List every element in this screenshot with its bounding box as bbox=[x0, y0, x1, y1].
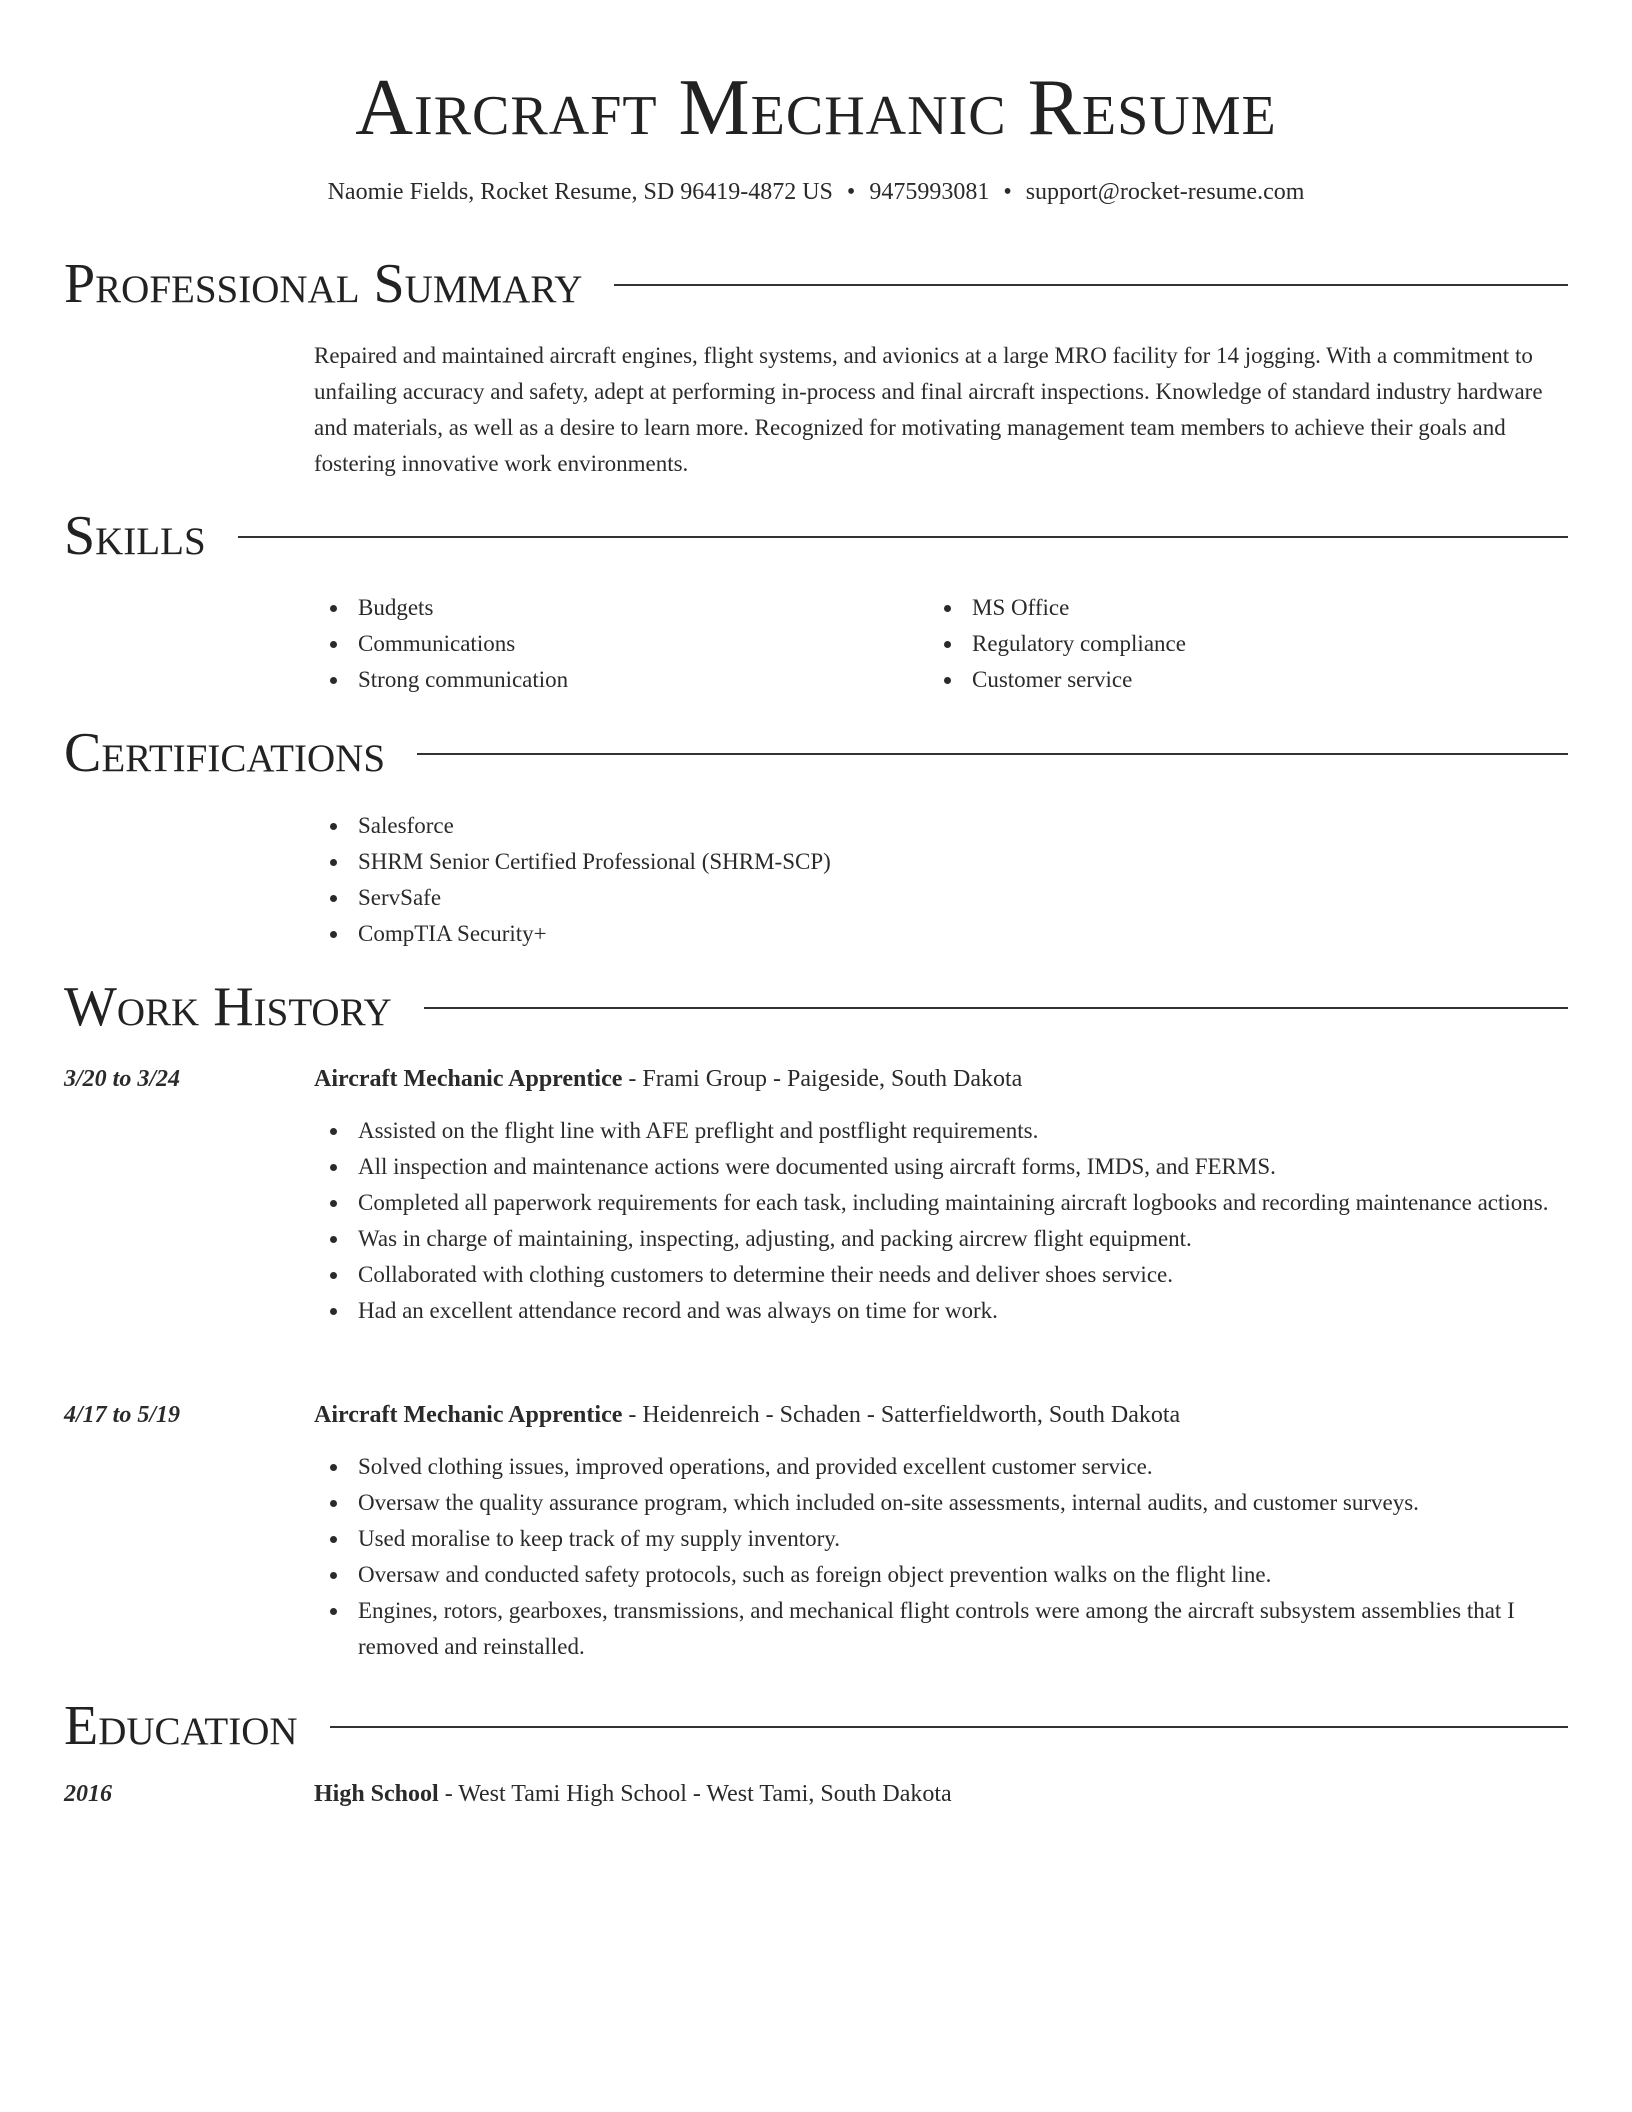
section-certifications-heading bbox=[64, 717, 1568, 789]
certification-item: ServSafe bbox=[314, 880, 1568, 916]
section-divider bbox=[238, 536, 1568, 538]
section-summary-heading bbox=[64, 248, 1568, 320]
job-title: Aircraft Mechanic Apprentice bbox=[314, 1402, 623, 1428]
section-divider bbox=[614, 284, 1568, 286]
skill-item: MS Office bbox=[928, 590, 1528, 626]
job-bullet: Had an excellent attendance record and was always on time for work. bbox=[314, 1293, 1568, 1329]
section-divider bbox=[417, 753, 1568, 755]
skill-item: Communications bbox=[314, 626, 914, 662]
skill-item: Regulatory compliance bbox=[928, 626, 1528, 662]
certification-item: SHRM Senior Certified Professional (SHRM-SCP) bbox=[314, 844, 1568, 880]
skill-item: Customer service bbox=[928, 662, 1528, 698]
separator: • bbox=[846, 179, 856, 205]
skills-list-right bbox=[928, 590, 1528, 698]
section-title: Skills bbox=[64, 505, 206, 567]
job-bullet: Engines, rotors, gearboxes, transmissions, and mechanical flight controls were among the aircraft subsystem assemblies that I removed and reinstalled. bbox=[314, 1593, 1568, 1665]
job-bullets bbox=[314, 1113, 1568, 1329]
page-title: Aircraft Mechanic Resume bbox=[355, 64, 1277, 152]
job-bullet: Collaborated with clothing customers to determine their needs and deliver shoes service. bbox=[314, 1257, 1568, 1293]
section-skills-heading bbox=[64, 500, 1568, 572]
contact-email: support@rocket-resume.com bbox=[1025, 179, 1305, 205]
job-heading bbox=[314, 1061, 1568, 1097]
skill-item: Budgets bbox=[314, 590, 914, 626]
job-bullet: Was in charge of maintaining, inspecting, adjusting, and packing aircrew flight equipment. bbox=[314, 1221, 1568, 1257]
skills-list-left bbox=[314, 590, 914, 698]
certifications-list bbox=[314, 808, 1568, 952]
separator: • bbox=[1003, 179, 1012, 205]
job-heading bbox=[314, 1397, 1568, 1433]
job-bullet: All inspection and maintenance actions were documented using aircraft forms, IMDS, and FERMS. bbox=[314, 1149, 1568, 1185]
contact-line bbox=[0, 174, 1632, 210]
job-details: - Frami Group - Paigeside, South Dakota bbox=[622, 1066, 1023, 1092]
job-bullet: Used moralise to keep track of my supply inventory. bbox=[314, 1521, 1568, 1557]
job-bullet: Oversaw the quality assurance program, which included on-site assessments, internal audits, and customer surveys. bbox=[314, 1485, 1568, 1521]
certification-item: CompTIA Security+ bbox=[314, 916, 1568, 952]
job-dates: 4/17 to 5/19 bbox=[64, 1402, 181, 1428]
education-heading bbox=[314, 1776, 1568, 1812]
summary-text: Repaired and maintained aircraft engines, flight systems, and avionics at a large MRO facility for 14 jogging. With a commitment to unfailing accuracy and safety, adept at performing in-process and final aircraft inspections. Knowledge of standard industry hardware and materials, as well as a desire to learn more. Recognized for motivating management team members to achieve their goals and fostering innovative work environments. bbox=[314, 343, 1543, 476]
job-bullet: Oversaw and conducted safety protocols, such as foreign object prevention walks on the flight line. bbox=[314, 1557, 1568, 1593]
section-title: Work History bbox=[64, 976, 392, 1038]
education-details: - West Tami High School - West Tami, South Dakota bbox=[438, 1781, 952, 1807]
contact-address: Naomie Fields, Rocket Resume, SD 96419-4872 US bbox=[327, 179, 833, 205]
section-education-heading bbox=[64, 1690, 1568, 1762]
job-bullet: Solved clothing issues, improved operations, and provided excellent customer service. bbox=[314, 1449, 1568, 1485]
certification-item: Salesforce bbox=[314, 808, 1568, 844]
section-divider bbox=[424, 1007, 1568, 1009]
education-degree: High School bbox=[314, 1781, 439, 1807]
section-work-heading bbox=[64, 971, 1568, 1043]
education-year: 2016 bbox=[64, 1781, 112, 1807]
section-divider bbox=[330, 1726, 1568, 1728]
job-bullet: Assisted on the flight line with AFE preflight and postflight requirements. bbox=[314, 1113, 1568, 1149]
section-title: Professional Summary bbox=[64, 253, 583, 315]
job-dates: 3/20 to 3/24 bbox=[64, 1066, 181, 1092]
job-bullet: Completed all paperwork requirements for each task, including maintaining aircraft logbooks and recording maintenance actions. bbox=[314, 1185, 1568, 1221]
job-bullets bbox=[314, 1449, 1568, 1665]
job-title: Aircraft Mechanic Apprentice bbox=[314, 1066, 623, 1092]
job-details: - Heidenreich - Schaden - Satterfieldworth, South Dakota bbox=[622, 1402, 1181, 1428]
section-title: Certifications bbox=[64, 722, 386, 784]
section-title: Education bbox=[64, 1695, 298, 1757]
contact-phone: 9475993081 bbox=[869, 179, 990, 205]
skill-item: Strong communication bbox=[314, 662, 914, 698]
